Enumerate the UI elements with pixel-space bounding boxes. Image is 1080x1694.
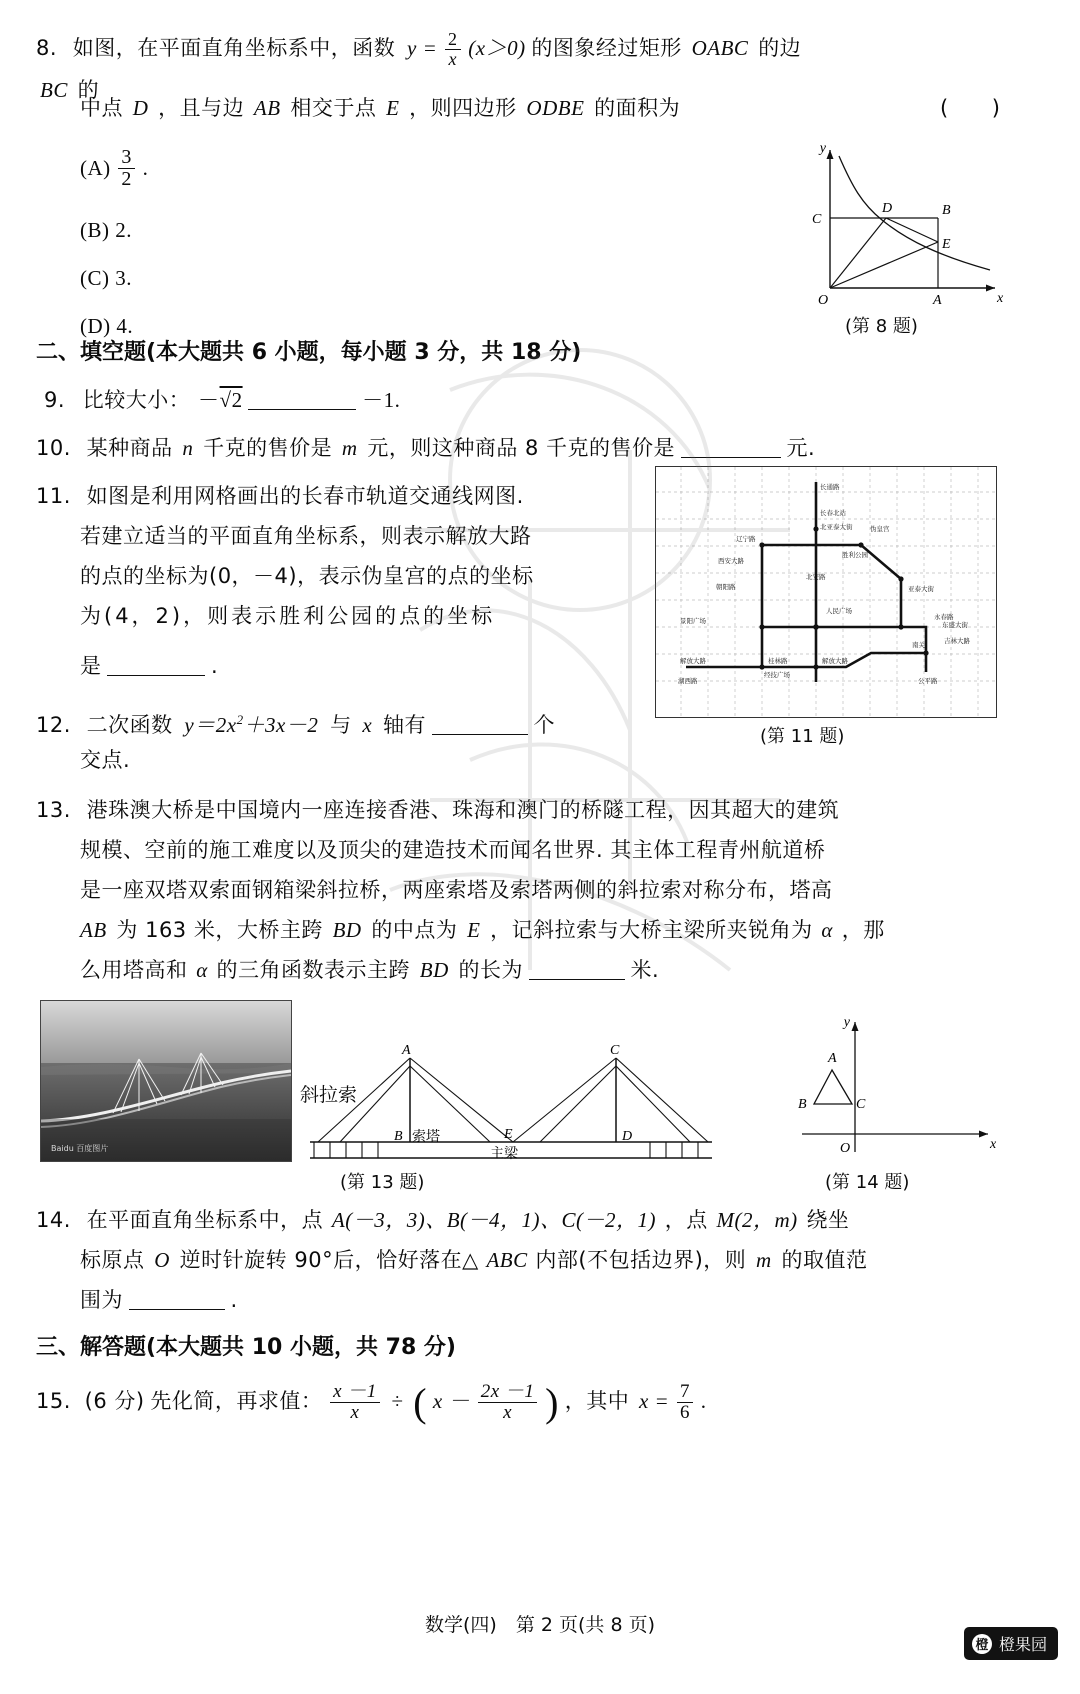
q11-line1: 如图是利用网格画出的长春市轨道交通线网图.: [86, 484, 524, 508]
q13-label-tower: 索塔: [412, 1129, 440, 1145]
q8-line2-e: 相交于点: [290, 96, 377, 120]
q14-figure: [790, 1012, 1000, 1162]
q8-frac-num: 2: [448, 28, 458, 49]
q10-number: 10.: [36, 436, 71, 460]
q15-text-d: .: [700, 1389, 707, 1413]
q14-line1-e: 绕坐: [806, 1208, 850, 1232]
q11-line4-wrap: [80, 596, 680, 636]
q15-fraction-1: [330, 1382, 380, 1423]
q14-line2-b: O: [154, 1248, 170, 1272]
q13-line4-e: E: [467, 918, 481, 942]
q8-option-b: [80, 210, 132, 250]
q13-line5-e: 的长为: [458, 958, 524, 982]
q13-number: 13.: [36, 798, 71, 822]
q13-line5-f: 米.: [630, 958, 660, 982]
q8-option-d-label: (D): [80, 314, 111, 338]
q13-line4-f: ，记斜拉索与大桥主梁所夹锐角为: [490, 918, 813, 942]
q10-text-b: 千克的售价是: [203, 436, 333, 460]
q13-label-girder: 主梁: [490, 1146, 518, 1162]
station-label: 解放大路: [822, 657, 848, 665]
q13-line4-h: ，那: [841, 918, 885, 942]
q9-blank[interactable]: [248, 387, 356, 410]
q8-label-O: O: [818, 293, 829, 308]
q8-option-a: [80, 145, 149, 192]
q13-label-E: E: [504, 1127, 513, 1142]
q8-line1-e: BC: [40, 77, 68, 102]
q8-label-C: C: [812, 212, 822, 227]
q15-fraction-2: [478, 1382, 538, 1423]
q13-line4-c: BD: [332, 918, 362, 942]
q8-line1-f: 的: [77, 77, 100, 102]
q12-line2: 交点.: [80, 748, 131, 772]
q8-number: 8.: [36, 36, 58, 60]
q12-text-d: 个: [533, 713, 555, 737]
q13-line5-c: 的三角函数表示主跨: [216, 958, 411, 982]
q13-bridge-photo: [40, 1000, 292, 1162]
q8-line2-f: E: [386, 96, 400, 120]
q9-text-a: 比较大小：: [82, 388, 191, 412]
q14-line1-b: A(－3，3)、B(－4，1)、C(－2，1): [331, 1208, 657, 1232]
q8-line2-g: ，则四边形: [409, 96, 517, 120]
q8-option-b-label: (B): [80, 218, 110, 242]
q8-line2-i: 的面积为: [594, 96, 681, 120]
q8-option-a-label: (A): [80, 156, 111, 180]
station-label: 湖西路: [678, 677, 698, 685]
q15-f1-num: x －1: [333, 1380, 377, 1402]
q8-line2-d: AB: [253, 96, 281, 120]
q15-paren-close: ): [545, 1380, 559, 1425]
station-label: 桂林路: [768, 657, 788, 665]
station-label: 北亚泰大街: [820, 523, 853, 531]
q13-line2: 规模、空前的施工难度以及顶尖的建造技术而闻名世界. 其主体工程青州航道桥: [80, 838, 826, 862]
q8-eq-cond: (x＞0): [468, 36, 526, 60]
q11-line5-end: .: [211, 654, 219, 678]
q13-label-cable: 斜拉索: [300, 1084, 358, 1106]
q8-figure: [790, 138, 1010, 308]
q9-text-c: －1.: [362, 388, 401, 412]
q15-f3-num: 7: [679, 1380, 690, 1402]
q14-line3-a: 围为: [80, 1288, 123, 1312]
q14-line2-c: 逆时针旋转 90°后，恰好落在△: [179, 1248, 479, 1272]
q15-div-operator: ÷: [391, 1389, 404, 1413]
photo-watermark: Baidu 百度图片: [51, 1144, 109, 1153]
q8-option-a-tail: .: [142, 156, 149, 180]
q10-text-c: 元，则这种商品 8 千克的售价是: [367, 436, 676, 460]
q8-line1-d: 的边: [758, 36, 802, 60]
q15-text-b: ，其中: [564, 1389, 630, 1413]
question-14: [36, 1200, 1046, 1240]
q14-label-B: B: [798, 1097, 807, 1112]
q8-line2-c: ，且与边: [158, 96, 245, 120]
q10-blank[interactable]: [681, 435, 781, 458]
q11-line2: 若建立适当的平面直角坐标系，则表示解放大路: [80, 524, 532, 548]
q14-line2-wrap: [80, 1240, 1060, 1280]
brand-logo-icon: 橙: [972, 1634, 992, 1654]
q8-label-D: D: [882, 201, 893, 216]
q13-figure-caption: (第 13 题): [340, 1172, 425, 1193]
q14-line1-d: M(2，m): [716, 1208, 798, 1232]
q14-line3-wrap: [80, 1280, 238, 1320]
q13-label-C: C: [610, 1043, 620, 1058]
station-label: 永春路: [934, 613, 954, 621]
station-label: 经技广场: [764, 671, 790, 679]
q8-label-x: x: [997, 291, 1004, 306]
q14-line2-e: 内部(不包括边界)，则: [535, 1248, 747, 1272]
q14-line2-f: m: [756, 1248, 772, 1272]
q15-score: (6 分): [84, 1389, 145, 1413]
q12-blank[interactable]: [432, 712, 528, 735]
q14-line2-g: 的取值范: [781, 1248, 868, 1272]
question-15: [36, 1378, 1036, 1426]
station-label: 吉林大路: [944, 637, 970, 645]
q8-figure-caption: (第 8 题): [845, 316, 918, 337]
q10-var-m: m: [341, 436, 358, 460]
station-label: 长春北站: [820, 509, 846, 517]
q11-line4: 为(4，2)，则表示胜利公园的点的坐标: [80, 604, 496, 628]
q8-line1-c: OABC: [691, 36, 749, 60]
question-11: [36, 476, 676, 516]
q15-paren-open: (: [413, 1380, 428, 1425]
question-10: [36, 428, 815, 468]
station-label: 解放大路: [680, 657, 706, 665]
question-8-line2: [80, 88, 1001, 128]
q8-label-A: A: [933, 293, 942, 308]
question-13: [36, 790, 1046, 830]
q11-number: 11.: [36, 484, 71, 508]
q15-text-c: x =: [638, 1389, 670, 1413]
question-9: [44, 380, 400, 420]
q8-frac-den: x: [445, 49, 461, 69]
q8-option-b-text: 2.: [115, 218, 132, 242]
q11-line5-wrap: [80, 646, 218, 686]
section-3-title: 三、解答题(本大题共 10 小题，共 78 分): [36, 1335, 456, 1360]
station-label: 西安大路: [718, 557, 744, 565]
q13-label-D: D: [622, 1129, 633, 1144]
station-label: 南关: [912, 641, 925, 649]
q14-blank[interactable]: [129, 1287, 225, 1310]
q8-option-c-label: (C): [80, 266, 110, 290]
station-label: 朝阳路: [716, 583, 736, 591]
q14-label-x: x: [990, 1137, 997, 1152]
station-label: 长通路: [820, 483, 840, 491]
q13-line3-wrap: [80, 870, 1060, 910]
q11-line3: 的点的坐标为(0，－4)，表示伪皇宫的点的坐标: [80, 564, 534, 588]
q13-line4-d: 的中点为: [371, 918, 458, 942]
q12-text-c: 轴有: [382, 713, 426, 737]
q8-option-a-fraction: [118, 147, 135, 190]
q15-f2-den: x: [478, 1402, 538, 1423]
station-label: 人民广场: [826, 607, 852, 615]
q12-line2-wrap: [80, 740, 130, 780]
q13-line2-wrap: [80, 830, 1060, 870]
q10-text-a: 某种商品: [86, 436, 173, 460]
q11-blank[interactable]: [107, 653, 205, 676]
q9-number: 9.: [44, 388, 66, 412]
q13-schematic-figure: [300, 1040, 720, 1165]
q13-line4-a: AB: [80, 918, 107, 942]
q10-text-d: 元.: [786, 436, 816, 460]
station-label: 胜利公园: [842, 551, 868, 559]
q13-line5-a: 么用塔高和: [80, 958, 188, 982]
q8-option-c: [80, 258, 132, 298]
station-label: 伪皇宫: [870, 525, 890, 533]
q12-text-b: 与: [330, 713, 352, 737]
q14-line1-c: ，点: [664, 1208, 708, 1232]
q11-line5: 是: [80, 654, 102, 678]
question-12: [36, 700, 555, 745]
q14-line2-a: 标原点: [80, 1248, 145, 1272]
q8-line2-a: 中点: [80, 96, 123, 120]
q10-var-n: n: [182, 436, 194, 460]
q15-f3-den: 6: [677, 1402, 693, 1423]
page-footer: 数学(四) 第 2 页(共 8 页): [425, 1614, 655, 1636]
q11-line3-wrap: [80, 556, 700, 596]
q12-number: 12.: [36, 713, 71, 737]
q14-number: 14.: [36, 1208, 71, 1232]
q8-option-a-num: 3: [121, 145, 132, 168]
q12-equation: $y=2x^2+3x-2$: [184, 712, 319, 737]
q15-text-a: 先化简，再求值：: [150, 1389, 323, 1413]
q8-line1-a: 如图，在平面直角坐标系中，函数: [72, 36, 396, 60]
q8-line2-b: D: [132, 96, 149, 120]
station-label: 公平路: [918, 677, 938, 685]
station-label: 景阳广场: [680, 617, 706, 625]
q13-blank[interactable]: [529, 957, 625, 980]
station-label: 东盛大街: [942, 621, 968, 629]
q8-label-B: B: [942, 203, 951, 218]
station-label: 亚泰大街: [908, 585, 934, 593]
q14-line3-b: .: [230, 1288, 238, 1312]
q13-line5-wrap: [80, 950, 1060, 990]
q15-f1-den: x: [330, 1402, 380, 1423]
brand-badge[interactable]: [964, 1627, 1058, 1660]
q13-line4-wrap: [80, 910, 1060, 950]
q11-line2-wrap: [80, 516, 700, 556]
q8-option-d-text: 4.: [116, 314, 134, 338]
q15-f2-num: 2x －1: [480, 1380, 535, 1402]
q8-line1-b: 的图象经过矩形: [531, 36, 682, 60]
q8-option-c-text: 3.: [115, 266, 132, 290]
q13-line1: 港珠澳大桥是中国境内一座连接香港、珠海和澳门的桥隧工程，因其超大的建筑: [86, 798, 840, 822]
q8-option-a-den: 2: [118, 168, 135, 190]
q13-line4-b: 为 163 米，大桥主跨: [116, 918, 323, 942]
q9-text-b: －√2: [198, 388, 243, 412]
q8-label-y: y: [819, 141, 826, 156]
q13-line5-d: BD: [419, 958, 449, 982]
q13-label-B: B: [394, 1129, 403, 1144]
q13-line5-b: α: [196, 958, 208, 982]
q14-label-A: A: [828, 1051, 837, 1066]
q15-number: 15.: [36, 1389, 71, 1413]
q8-answer-bracket: ( ): [940, 96, 1001, 120]
q14-figure-caption: (第 14 题): [825, 1172, 910, 1193]
q8-fraction: [445, 30, 461, 69]
q13-line3: 是一座双塔双索面钢箱梁斜拉桥，两座索塔及索塔两侧的斜拉索对称分布，塔高: [80, 878, 833, 902]
q12-text-a: 二次函数: [86, 713, 173, 737]
station-label: 辽宁路: [736, 535, 756, 543]
q13-line4-g: α: [821, 918, 833, 942]
q14-line1-a: 在平面直角坐标系中，点: [86, 1208, 324, 1232]
q8-eq-y: y =: [407, 36, 438, 60]
q15-inner-x: x －: [432, 1389, 470, 1413]
q13-label-A: A: [402, 1043, 411, 1058]
q14-label-C: C: [856, 1097, 866, 1112]
section-2-title: 二、填空题(本大题共 6 小题，每小题 3 分，共 18 分): [36, 340, 582, 365]
q11-metro-map-figure: [655, 466, 997, 718]
q14-label-y: y: [843, 1015, 850, 1030]
q8-label-E: E: [942, 237, 951, 252]
q12-var-x: x: [362, 713, 373, 737]
q14-label-O: O: [840, 1141, 851, 1156]
q14-line2-d: ABC: [486, 1248, 528, 1272]
q11-figure-caption: (第 11 题): [760, 726, 845, 747]
q15-fraction-3: [677, 1382, 693, 1423]
station-label: 北安路: [806, 573, 826, 581]
brand-name: 橙果园: [998, 1635, 1047, 1654]
q8-line2-h: ODBE: [526, 96, 585, 120]
